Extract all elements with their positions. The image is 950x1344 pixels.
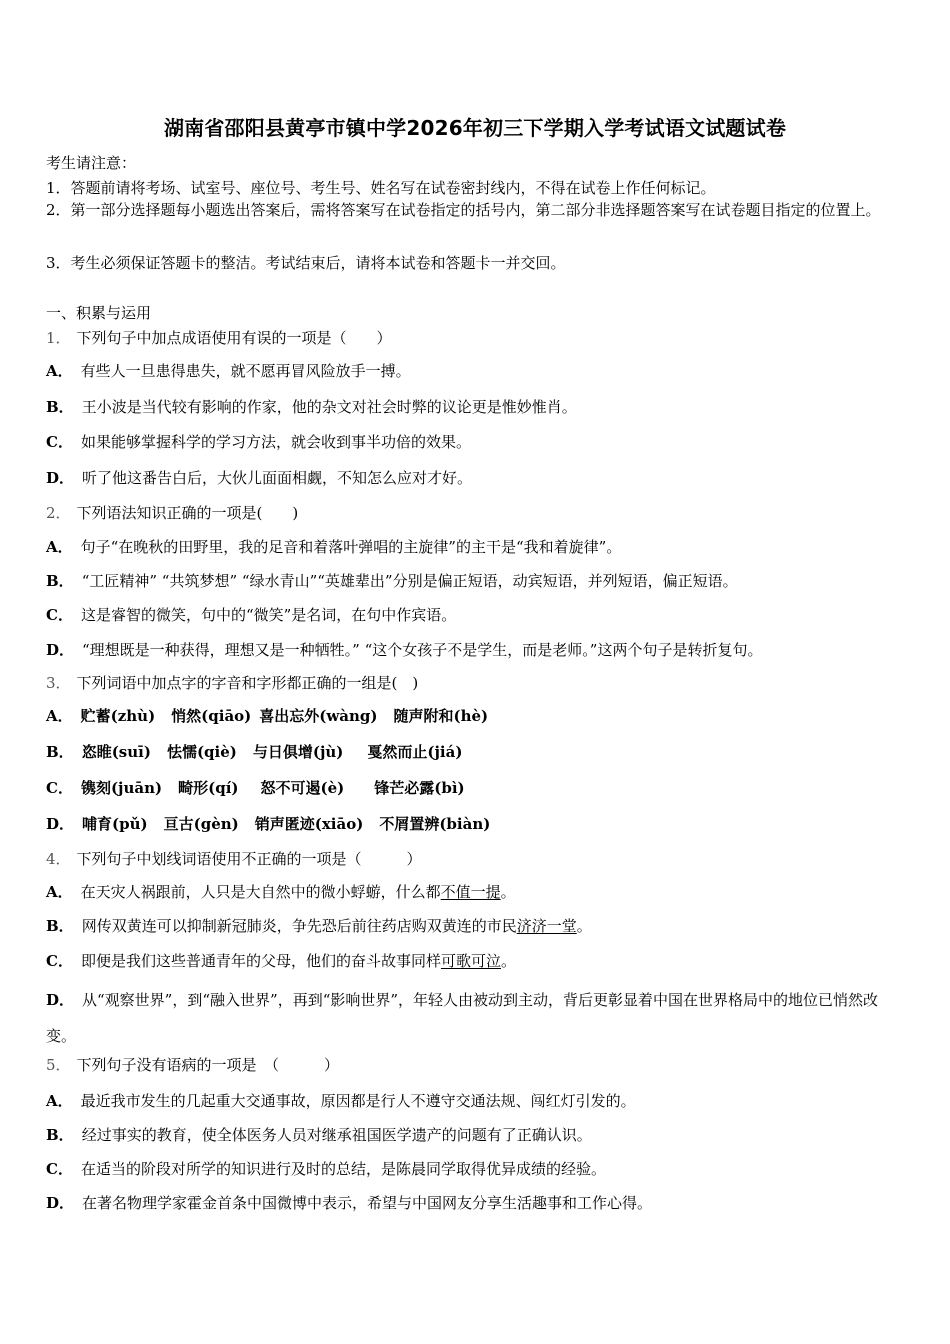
- q1-option-b[interactable]: [46, 396, 577, 417]
- underlined-phrase: 可歌可泣: [440, 952, 501, 970]
- q5-option-d[interactable]: [46, 1192, 652, 1213]
- option-text: 在天灾人祸跟前，人只是大自然中的微小蜉蝣，什么都: [80, 883, 441, 901]
- option-label: C．: [46, 779, 73, 797]
- q4-option-a[interactable]: [46, 881, 516, 902]
- word-item: 不屑置辨(biàn): [379, 815, 491, 833]
- word-item: 喜出忘外(wàng): [259, 707, 378, 725]
- option-label: D．: [46, 1194, 75, 1212]
- question-text: 下列句子中加点成语使用有误的一项是（ ）: [76, 329, 392, 347]
- q3-option-c[interactable]: [46, 777, 465, 798]
- option-label: D．: [46, 991, 75, 1009]
- section-heading: 一、积累与运用: [46, 304, 152, 322]
- underlined-phrase: 不值一提: [440, 883, 501, 901]
- q2-option-c[interactable]: [46, 604, 456, 625]
- option-label: C．: [46, 1160, 73, 1178]
- q2-option-d[interactable]: [46, 639, 762, 660]
- word-item: 亘古(gèn): [163, 815, 239, 833]
- word-item: 哺育(pǔ): [82, 815, 148, 833]
- word-item: 与日俱增(jù): [252, 743, 344, 761]
- question-text: 下列词语中加点字的字音和字形都正确的一组是( ): [76, 674, 419, 692]
- option-text: 最近我市发生的几起重大交通事故，原因都是行人不遵守交通法规、闯红灯引发的。: [80, 1092, 636, 1110]
- option-label: B．: [46, 743, 74, 761]
- notice-item-3: 3．考生必须保证答题卡的整洁。考试结束后，请将本试卷和答题卡一并交回。: [46, 254, 566, 272]
- option-text: 经过事实的教育，使全体医务人员对继承祖国医学遗产的问题有了正确认识。: [81, 1126, 592, 1144]
- option-text: 听了他这番告白后，大伙儿面面相觑，不知怎么应对才好。: [82, 469, 473, 487]
- option-label: A．: [46, 707, 73, 725]
- word-item: 锋芒必露(bì): [374, 779, 465, 797]
- q5-option-c[interactable]: [46, 1158, 606, 1179]
- question-number: 5．: [46, 1056, 71, 1074]
- option-label: B．: [46, 572, 74, 590]
- q2-option-b[interactable]: [46, 570, 738, 591]
- option-text: 从“观察世界”，到“融入世界”，再到“影响世界”，年轻人由被动到主动，背后更彰显着中国在世界格局中的地位已悄然改变。: [46, 991, 879, 1045]
- word-item: 怯懦(qiè): [166, 743, 237, 761]
- option-label: D．: [46, 469, 75, 487]
- option-label: B．: [46, 1126, 74, 1144]
- q3-option-d[interactable]: [46, 813, 490, 834]
- option-text: 王小波是当代较有影响的作家，他的杂文对社会时弊的议论更是惟妙惟肖。: [81, 398, 577, 416]
- question-5-stem: [46, 1054, 339, 1075]
- word-item: 戛然而止(jiá): [367, 743, 463, 761]
- option-text: 有些人一旦患得患失，就不愿再冒风险放手一搏。: [80, 362, 411, 380]
- option-text-end: 。: [500, 952, 516, 970]
- option-text: “理想既是一种获得，理想又是一种牺牲。” “这个女孩子不是学生，而是老师。”这两个句子是转折复句。: [82, 641, 763, 659]
- option-text: 网传双黄连可以抑制新冠肺炎，争先恐后前往药店购双黄连的市民: [81, 917, 517, 935]
- word-item: 悄然(qiāo): [171, 707, 252, 725]
- option-text-end: 。: [576, 917, 592, 935]
- word-item: 怒不可遏(è): [260, 779, 345, 797]
- option-label: C．: [46, 606, 73, 624]
- question-text: 下列句子中划线词语使用不正确的一项是（ ）: [76, 850, 422, 868]
- question-text: 下列句子没有语病的一项是 （ ）: [76, 1056, 340, 1074]
- word-item: 畸形(qí): [178, 779, 239, 797]
- option-label: C．: [46, 433, 73, 451]
- underlined-phrase: 济济一堂: [516, 917, 577, 935]
- word-item: 镌刻(juān): [80, 779, 163, 797]
- q3-option-a[interactable]: [46, 705, 488, 726]
- question-number: 1．: [46, 329, 71, 347]
- option-label: A．: [46, 538, 73, 556]
- q3-option-b[interactable]: [46, 741, 462, 762]
- q5-option-a[interactable]: [46, 1090, 636, 1111]
- q4-option-c[interactable]: [46, 950, 516, 971]
- option-text: “工匠精神” “共筑梦想” “绿水青山”“英雄辈出”分别是偏正短语，动宾短语，并列短语，偏正短语。: [81, 572, 738, 590]
- option-label: A．: [46, 362, 73, 380]
- question-3-stem: [46, 672, 418, 693]
- question-number: 3．: [46, 674, 71, 692]
- q5-option-b[interactable]: [46, 1124, 592, 1145]
- word-item: 恣睢(suī): [81, 743, 151, 761]
- notice-heading: 考生请注意：: [46, 154, 137, 172]
- question-number: 4．: [46, 850, 71, 868]
- q1-option-c[interactable]: [46, 431, 471, 452]
- word-item: 随声附和(hè): [393, 707, 489, 725]
- question-4-stem: [46, 848, 422, 869]
- option-text: 如果能够掌握科学的学习方法，就会收到事半功倍的效果。: [80, 433, 471, 451]
- word-item: 贮蓄(zhù): [80, 707, 156, 725]
- page-title: 湖南省邵阳县黄亭市镇中学2026年初三下学期入学考试语文试题试卷: [163, 116, 787, 140]
- q2-option-a[interactable]: [46, 536, 621, 557]
- question-1-stem: [46, 327, 392, 348]
- q4-option-d[interactable]: [46, 982, 898, 1054]
- q4-option-b[interactable]: [46, 915, 592, 936]
- option-label: B．: [46, 917, 74, 935]
- word-item: 销声匿迹(xiāo): [254, 815, 364, 833]
- option-label: B．: [46, 398, 74, 416]
- q1-option-d[interactable]: [46, 467, 472, 488]
- question-number: 2．: [46, 504, 71, 522]
- option-text: 在著名物理学家霍金首条中国微博中表示，希望与中国网友分享生活趣事和工作心得。: [82, 1194, 653, 1212]
- option-label: D．: [46, 641, 75, 659]
- option-text: 这是睿智的微笑，句中的“微笑”是名词，在句中作宾语。: [80, 606, 457, 624]
- question-text: 下列语法知识正确的一项是( ): [76, 504, 299, 522]
- option-text: 句子“在晚秋的田野里，我的足音和着落叶弹唱的主旋律”的主干是“我和着旋律”。: [80, 538, 622, 556]
- option-text-end: 。: [500, 883, 516, 901]
- notice-item-2: 2．第一部分选择题每小题选出答案后，需将答案写在试卷指定的括号内，第二部分非选择题答案写在试卷题目指定的位置上。: [46, 201, 881, 219]
- option-label: A．: [46, 883, 73, 901]
- option-label: C．: [46, 952, 73, 970]
- option-label: D．: [46, 815, 75, 833]
- option-text: 即便是我们这些普通青年的父母，他们的奋斗故事同样: [80, 952, 441, 970]
- q1-option-a[interactable]: [46, 360, 411, 381]
- option-label: A．: [46, 1092, 73, 1110]
- notice-item-1: 1．答题前请将考场、试室号、座位号、考生号、姓名写在试卷密封线内，不得在试卷上作任何标记。: [46, 179, 716, 197]
- question-2-stem: [46, 502, 298, 523]
- option-text: 在适当的阶段对所学的知识进行及时的总结，是陈晨同学取得优异成绩的经验。: [80, 1160, 606, 1178]
